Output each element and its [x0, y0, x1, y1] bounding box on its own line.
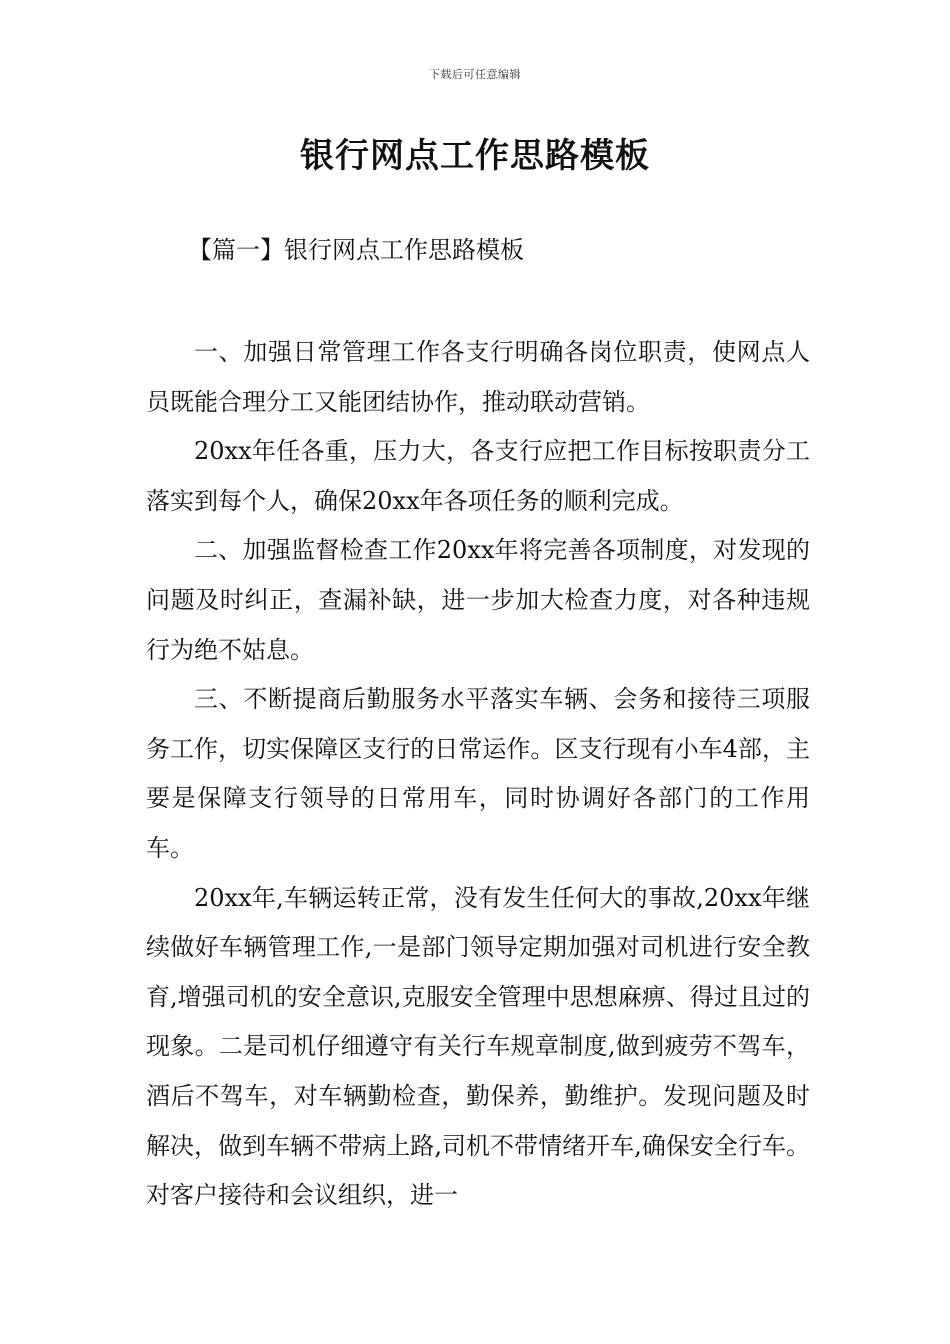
paragraph: 20xx年任各重，压力大，各支行应把工作目标按职责分工落实到每个人，确保20xx年各项任务的顺利完成。 [146, 437, 810, 515]
document-title: 银行网点工作思路模板 [300, 136, 650, 176]
paragraph: 一、加强日常管理工作各支行明确各岗位职责，使网点人员既能合理分工又能团结协作，推动联动营销。 [146, 338, 810, 416]
paragraph: 二、加强监督检查工作20xx年将完善各项制度，对发现的问题及时纠正，查漏补缺，进一步加大检查力度，对各种违规行为绝不姑息。 [146, 536, 810, 664]
section-heading: 【篇一】银行网点工作思路模板 [188, 236, 524, 264]
header-note: 下载后可任意编辑 [429, 68, 521, 81]
paragraph: 三、不断提商后勤服务水平落实车辆、会务和接待三项服务工作，切实保障区支行的日常运作。区支行现有小车4部，主要是保障支行领导的日常用车，同时协调好各部门的工作用车。 [146, 685, 810, 862]
paragraph: 20xx年,车辆运转正常，没有发生任何大的事故,20xx年继续做好车辆管理工作,一是部门领导定期加强对司机进行安全教育,增强司机的安全意识,克服安全管理中思想麻痹、得过且过的现象。二是司机仔细遵守有关行车规章制度,做到疲劳不驾车，酒后不驾车，对车辆勤检查，勤保养，勤维护。发现问题及时解决，做到车辆不带病上路,司机不带情绪开车,确保安全行车。对客户接待和会议组织，进一 [146, 883, 810, 1210]
body-text [146, 328, 810, 1221]
